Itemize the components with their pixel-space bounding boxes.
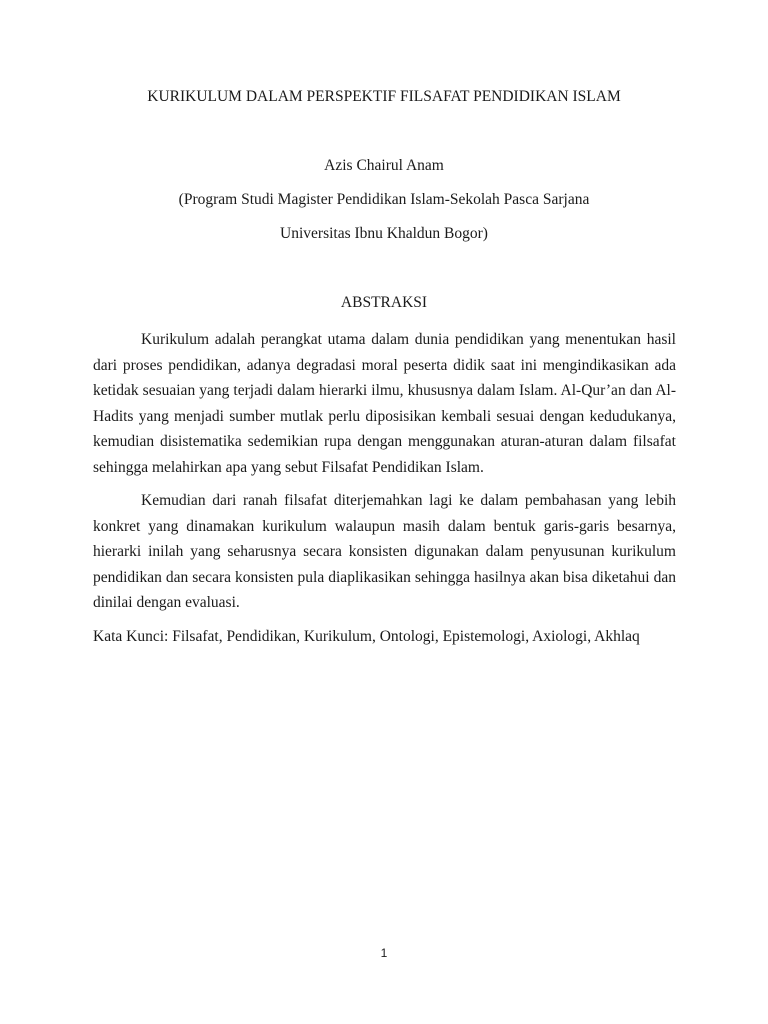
keywords: Kata Kunci: Filsafat, Pendidikan, Kurikulum, Ontologi, Epistemologi, Axiologi, Akhlaq xyxy=(93,627,640,645)
abstract-heading: ABSTRAKSI xyxy=(340,294,428,311)
abstract-paragraph-2: Kemudian dari ranah filsafat diterjemahkan lagi ke dalam pembahasan yang lebih konkret yang dinamakan kurikulum walaupun masih dalam bentuk garis-garis besarnya, hierarki inilah yang seharusnya secara konsisten digunakan dalam penyusunan kurikulum pendidikan dan secara konsisten pula diaplikasikan sehingga hasilnya akan bisa diketahui dan dinilai dengan evaluasi. xyxy=(93,492,676,611)
abstract-body xyxy=(93,327,676,657)
author-block xyxy=(0,156,768,258)
author-name: Azis Chairul Anam xyxy=(324,157,444,174)
page-number: 1 xyxy=(380,946,388,960)
abstract-paragraph-1: Kurikulum adalah perangkat utama dalam dunia pendidikan yang menentukan hasil dari proses pendidikan, adanya degradasi moral peserta didik saat ini mengindikasikan ada ketidak sesuaian yang terjadi dalam hierarki ilmu, khususnya dalam Islam. Al-Qur’an dan Al-Hadits yang menjadi sumber mutlak perlu diposisikan kembali sesuai dengan kedudukanya, kemudian disistematika sedemikian rupa dengan menggunakan aturan-aturan dalam filsafat sehingga melahirkan apa yang sebut Filsafat Pendidikan Islam. xyxy=(93,331,676,476)
affiliation-line-1: (Program Studi Magister Pendidikan Islam-Sekolah Pasca Sarjana xyxy=(178,191,590,208)
paper-title: KURIKULUM DALAM PERSPEKTIF FILSAFAT PENDIDIKAN ISLAM xyxy=(147,88,621,105)
affiliation-line-2: Universitas Ibnu Khaldun Bogor) xyxy=(280,225,488,242)
